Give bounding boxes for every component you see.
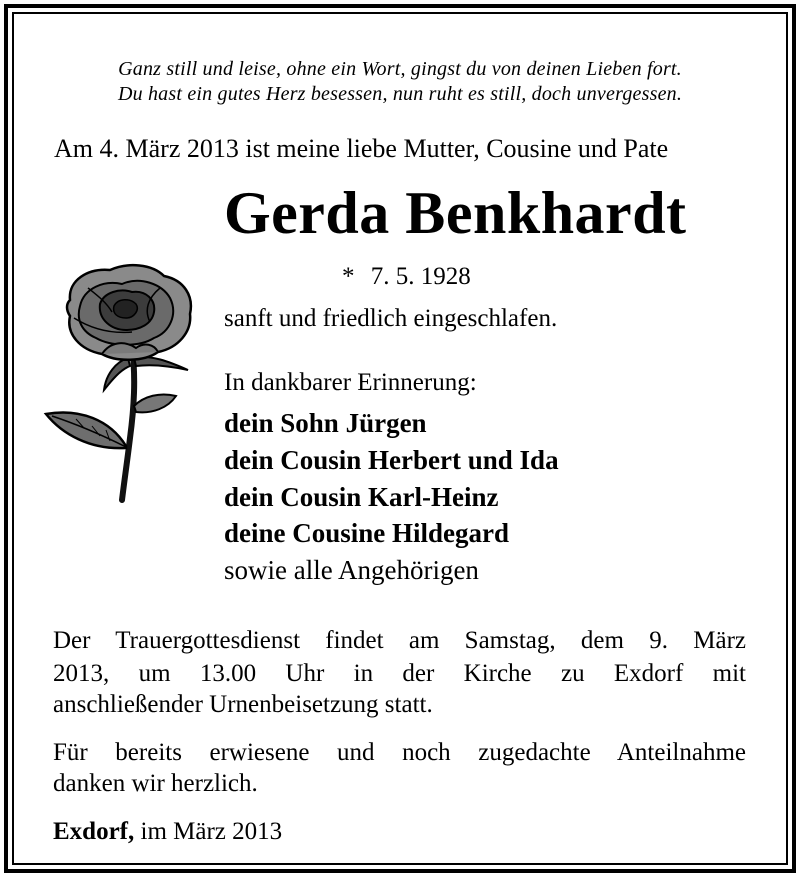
footer-date: im März 2013 bbox=[140, 818, 283, 845]
deceased-name: Gerda Benkhardt bbox=[224, 180, 687, 246]
mourner-4: deine Cousine Hildegard bbox=[224, 518, 510, 548]
mourner-1: dein Sohn Jürgen bbox=[224, 408, 427, 438]
birth-line bbox=[342, 262, 471, 292]
passing-text: sanft und friedlich eingeschlafen. bbox=[224, 305, 558, 332]
mourner-2: dein Cousin Herbert und Ida bbox=[224, 445, 559, 475]
birth-date: 7. 5. 1928 bbox=[370, 263, 471, 290]
thanks-line-1: Für bereits erwiesene und noch zugedachte Anteilnahme bbox=[53, 739, 746, 766]
mourner-3: dein Cousin Karl-Heinz bbox=[224, 482, 499, 512]
remembrance-heading: In dankbarer Erinnerung: bbox=[224, 369, 477, 396]
other-relatives: sowie alle Angehörigen bbox=[224, 555, 479, 585]
birth-symbol: * bbox=[342, 263, 355, 290]
rose-icon bbox=[40, 258, 200, 506]
service-line-3: anschließender Urnenbeisetzung statt. bbox=[53, 691, 433, 718]
verse-line-1: Ganz still und leise, ohne ein Wort, gingst du von deinen Lieben fort. bbox=[118, 58, 682, 80]
intro-text: Am 4. März 2013 ist meine liebe Mutter, Cousine und Pate bbox=[54, 134, 669, 163]
footer-line bbox=[53, 817, 282, 847]
service-line-1: Der Trauergottesdienst findet am Samstag, dem 9. März bbox=[53, 627, 746, 654]
verse-line-2: Du hast ein gutes Herz besessen, nun ruht es still, doch unvergessen. bbox=[117, 83, 683, 105]
service-line-2: 2013, um 13.00 Uhr in der Kirche zu Exdorf mit bbox=[53, 660, 746, 687]
thanks-line-2: danken wir herzlich. bbox=[53, 770, 258, 797]
footer-place: Exdorf, bbox=[53, 818, 135, 845]
